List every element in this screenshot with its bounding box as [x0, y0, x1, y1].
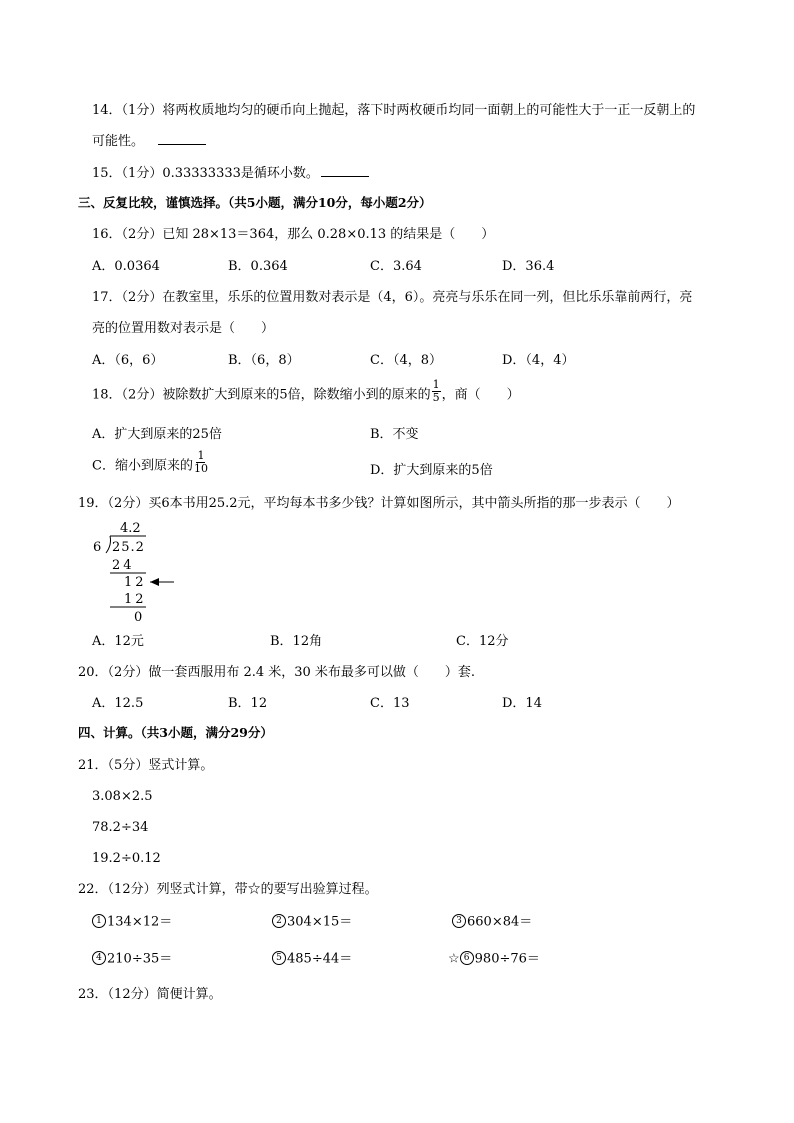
q15-answer-blank — [321, 166, 369, 177]
q19-option-a: A．12元 — [92, 634, 144, 649]
q20-option-a: A．12.5 — [92, 696, 144, 711]
q18-option-a: A．扩大到原来的25倍 — [92, 427, 222, 442]
q18-option-c-num: 1 — [197, 449, 205, 462]
arrow-head — [150, 578, 159, 586]
q18-stem — [92, 378, 520, 407]
q17-option-b: B．（6，8） — [228, 353, 300, 368]
q14-answer-blank — [158, 134, 206, 145]
circled-number-2: 2 — [272, 914, 286, 928]
q14-line2-text: 可能性。 — [92, 134, 145, 149]
circled-number-4: 4 — [92, 951, 106, 965]
q22-item-6-expr: 980÷76＝ — [474, 951, 540, 967]
q19-option-c: C．12分 — [456, 634, 509, 649]
q21-item-3: 19.2÷0.12 — [92, 851, 161, 866]
q19-option-b: B．12角 — [270, 634, 323, 649]
circled-number-1: 1 — [92, 914, 106, 928]
q15-line — [92, 166, 369, 180]
q23-stem: 23．（12分）简便计算。 — [78, 987, 222, 1002]
q17-line2: 亮的位置用数对表示是（ ） — [92, 321, 275, 336]
q18-option-d: D．扩大到原来的5倍 — [370, 463, 493, 478]
q17-option-a: A．（6，6） — [92, 353, 164, 368]
q15-text: 15．（1分）0.33333333是循环小数。 — [92, 166, 319, 181]
q16-option-d: D．36.4 — [502, 259, 555, 274]
circled-number-5: 5 — [272, 951, 286, 965]
q22-item-2 — [272, 915, 352, 929]
dividend: 25.2 — [112, 540, 145, 555]
q18-option-c-den: 10 — [193, 461, 208, 475]
q17-option-d: D．（4，4） — [502, 353, 575, 368]
q22-stem: 22．（12分）列竖式计算，带☆的要写出验算过程。 — [78, 882, 378, 897]
q20-option-c: C．13 — [370, 696, 410, 711]
q14-line2 — [92, 134, 206, 148]
q21-item-2: 78.2÷34 — [92, 820, 149, 835]
q22-item-6 — [448, 952, 540, 966]
q20-option-d: D．14 — [502, 696, 542, 711]
quotient: 4.2 — [120, 521, 141, 536]
step-24: 24 — [112, 558, 135, 573]
remainder: 0 — [134, 610, 143, 625]
q22-item-4 — [92, 952, 172, 966]
q22-item-4-expr: 210÷35＝ — [107, 951, 173, 967]
step-12: 12 — [124, 575, 147, 590]
q22-item-5 — [272, 952, 352, 966]
q17-line1: 17．（2分）在教室里，乐乐的位置用数对表示是（4，6）。亮亮与乐乐在同一列，但比乐乐靠前两行，亮 — [92, 290, 693, 305]
divisor: 6 — [93, 540, 102, 555]
star-icon: ☆ — [448, 951, 460, 967]
q18-stem-a: 18．（2分）被除数扩大到原来的5倍，除数缩小到的原来的 — [92, 387, 431, 403]
q14-line1: 14．（1分）将两枚质地均匀的硬币向上抛起，落下时两枚硬币均同一面朝上的可能性大于一正一反朝上的 — [92, 103, 696, 118]
step-12-b: 12 — [124, 592, 147, 607]
q22-item-3 — [452, 915, 532, 929]
q22-item-3-expr: 660×84＝ — [467, 914, 533, 930]
q18-fraction-den: 5 — [432, 390, 440, 404]
q18-option-c — [92, 449, 209, 480]
circled-number-3: 3 — [452, 914, 466, 928]
q19-stem: 19．（2分）买6本书用25.2元，平均每本书多少钱？计算如图所示，其中箭头所指的那一步表示（ ） — [78, 496, 680, 511]
q16-option-a: A．0.0364 — [92, 259, 160, 274]
q18-option-c-fraction — [194, 450, 208, 474]
q16-stem: 16．（2分）已知 28×13＝364，那么 0.28×0.13 的结果是（ ） — [92, 227, 495, 242]
q18-option-c-text: C．缩小到原来的 — [92, 458, 193, 474]
q22-item-1-expr: 134×12＝ — [107, 914, 173, 930]
q20-option-b: B．12 — [228, 696, 268, 711]
q18-fraction — [432, 379, 441, 403]
q21-item-1: 3.08×2.5 — [92, 789, 153, 804]
q18-option-b: B．不变 — [370, 427, 419, 442]
division-bracket — [106, 536, 111, 553]
section3-title: 三、反复比较，谨慎选择。（共5小题，满分10分，每小题2分） — [78, 195, 432, 210]
long-division-figure — [88, 518, 188, 626]
circled-number-6: 6 — [460, 951, 474, 965]
q18-stem-b: ，商（ ） — [441, 387, 520, 403]
q18-fraction-num: 1 — [432, 378, 440, 391]
q22-item-5-expr: 485÷44＝ — [287, 951, 353, 967]
q22-item-2-expr: 304×15＝ — [287, 914, 353, 930]
q22-item-1 — [92, 915, 172, 929]
q17-option-c: C．（4，8） — [370, 353, 442, 368]
q16-option-c: C．3.64 — [370, 259, 422, 274]
q21-stem: 21．（5分）竖式计算。 — [78, 758, 214, 773]
q16-option-b: B．0.364 — [228, 259, 288, 274]
q20-stem: 20．（2分）做一套西服用布 2.4 米，30 米布最多可以做（ ）套. — [78, 665, 476, 680]
section4-title: 四、计算。（共3小题，满分29分） — [78, 725, 273, 740]
